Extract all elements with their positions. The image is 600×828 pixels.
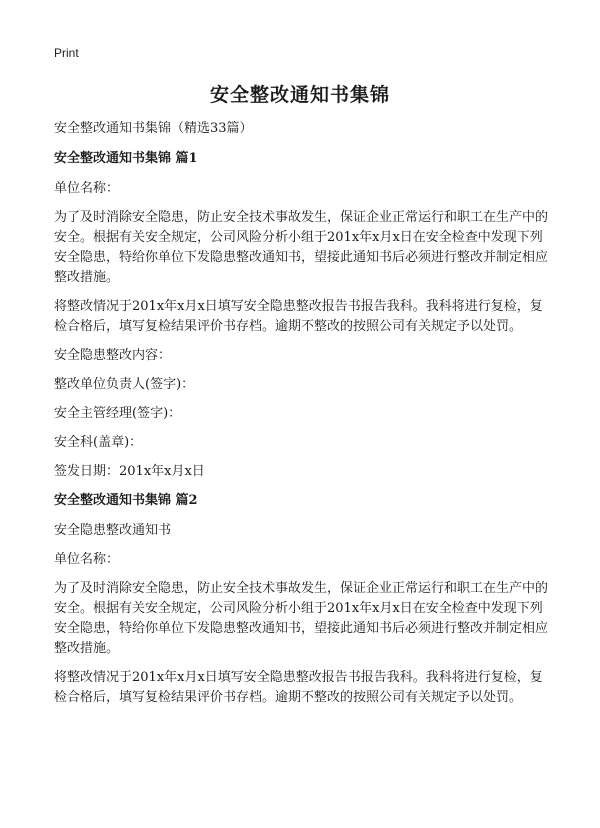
notice-title: 安全隐患整改通知书: [54, 523, 172, 538]
section-heading-2: 安全整改通知书集锦 篇2: [54, 493, 198, 508]
paragraph: 将整改情况于201x年x月x日填写安全隐患整改报告书报告我科。我科将进行复检，复检合格后，填写复检结果评价书存档。逾期不整改的按照公司有关规定予以处罚。: [54, 670, 543, 705]
print-label: Print: [54, 46, 79, 60]
responsible-signature-line: 整改单位负责人(签字)：: [54, 377, 195, 392]
page-title: 安全整改通知书集锦: [209, 84, 390, 106]
document-body: [54, 119, 554, 717]
unit-name-label: 单位名称：: [54, 552, 120, 567]
issue-date-line: 签发日期：201x年x月x日: [54, 464, 205, 479]
document-subtitle: 安全整改通知书集锦（精选33篇）: [54, 121, 253, 136]
department-stamp-line: 安全科(盖章)：: [54, 435, 143, 450]
paragraph: 将整改情况于201x年x月x日填写安全隐患整改报告书报告我科。我科将进行复检，复检合格后，填写复检结果评价书存档。逾期不整改的按照公司有关规定予以处罚。: [54, 299, 543, 334]
manager-signature-line: 安全主管经理(签字)：: [54, 406, 182, 421]
unit-name-label: 单位名称：: [54, 181, 120, 196]
section-heading-1: 安全整改通知书集锦 篇1: [54, 151, 198, 166]
rectification-content-label: 安全隐患整改内容：: [54, 348, 172, 363]
paragraph: 为了及时消除安全隐患，防止安全技术事故发生，保证企业正常运行和职工在生产中的安全。根据有关安全规定，公司风险分析小组于201x年x月x日在安全检查中发现下列安全隐患，特给你单位下发隐患整改通知书，望接此通知书后必须进行整改并制定相应整改措施。: [54, 581, 549, 656]
paragraph: 为了及时消除安全隐患，防止安全技术事故发生，保证企业正常运行和职工在生产中的安全。根据有关安全规定，公司风险分析小组于201x年x月x日在安全检查中发现下列安全隐患，特给你单位下发隐患整改通知书，望接此通知书后必须进行整改并制定相应整改措施。: [54, 210, 549, 285]
